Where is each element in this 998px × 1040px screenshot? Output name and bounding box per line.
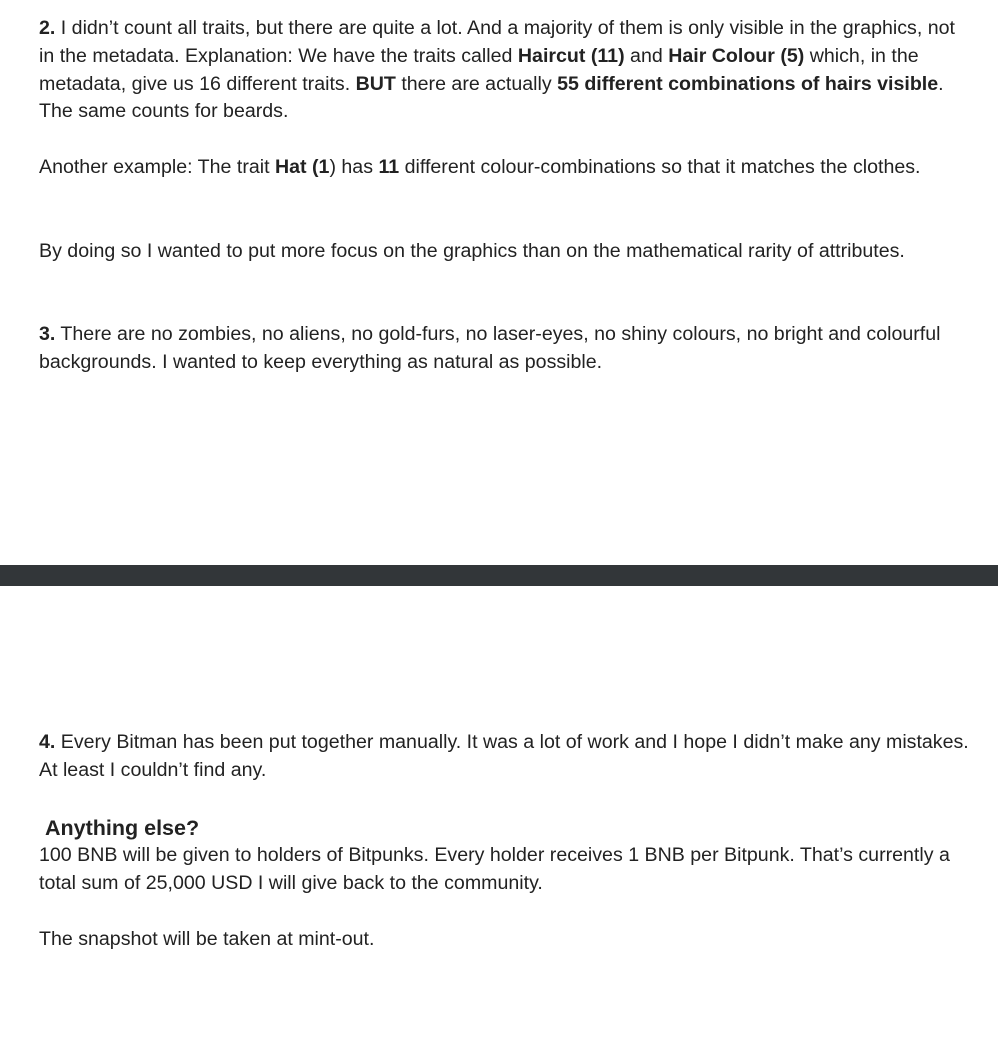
point-number: 3. bbox=[39, 323, 56, 345]
bold-text: Hair Colour (5) bbox=[668, 44, 805, 67]
paragraph-text: . The same counts for beards. bbox=[39, 72, 944, 123]
paragraph-text: Every Bitman has been put together manually. It was a lot of work and I hope I didn’t make any mistakes. At least I couldn’t find any. bbox=[39, 731, 969, 781]
paragraph-text: ) has bbox=[329, 156, 379, 178]
paragraph-bnb: 100 BNB will be given to holders of Bitpunks. Every holder receives 1 BNB per Bitpunk. That’s currently a total sum of 25,000 USD I will give back to the community. bbox=[39, 844, 950, 894]
document-page-bottom bbox=[0, 586, 998, 1040]
point-number: 4. bbox=[39, 731, 56, 753]
paragraph-text: which, in the metadata, give us 16 different traits. bbox=[39, 44, 919, 95]
bold-text: 55 different combinations of hairs visible bbox=[557, 72, 939, 95]
paragraph-point-3 bbox=[39, 321, 969, 377]
paragraph-point-2 bbox=[39, 15, 969, 126]
bold-text: Haircut (11) bbox=[517, 44, 625, 67]
bold-text: BUT bbox=[355, 72, 396, 95]
point-number: 2. bbox=[39, 17, 56, 39]
paragraph-text: and bbox=[624, 44, 669, 67]
paragraph-text: different colour-combinations so that it matches the clothes. bbox=[399, 156, 921, 178]
page-divider bbox=[0, 565, 998, 586]
paragraph-snapshot: The snapshot will be taken at mint-out. bbox=[39, 928, 375, 950]
paragraph-point-4 bbox=[39, 729, 969, 785]
bold-text: 11 bbox=[378, 156, 400, 178]
bold-text: Hat (1 bbox=[274, 156, 330, 178]
paragraph-focus: By doing so I wanted to put more focus on the graphics than on the mathematical rarity of attributes. bbox=[39, 240, 905, 262]
section-heading: Anything else? bbox=[45, 816, 200, 840]
paragraph-example bbox=[39, 154, 969, 182]
paragraph-text: There are no zombies, no aliens, no gold-furs, no laser-eyes, no shiny colours, no bright and colourful backgrounds. I wanted to keep everything as natural as possible. bbox=[39, 323, 941, 373]
paragraph-text: there are actually bbox=[395, 72, 558, 95]
paragraph-text: Another example: The trait bbox=[39, 156, 275, 178]
paragraph-text: I didn’t count all traits, but there are quite a lot. And a majority of them is only visible in the graphics, not in the metadata. Explanation: We have the traits called bbox=[39, 17, 955, 67]
